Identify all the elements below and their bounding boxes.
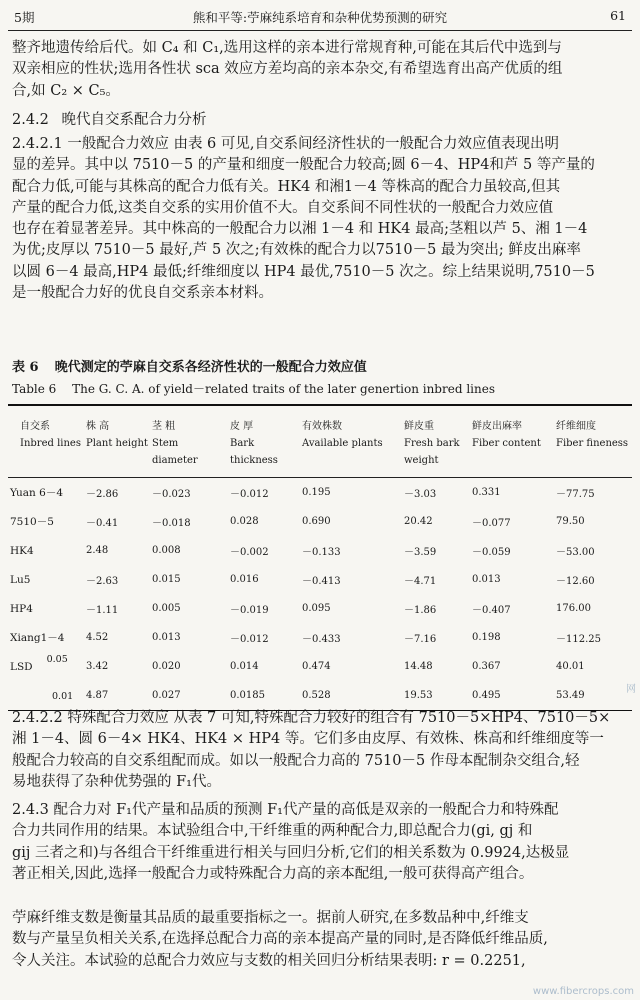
row-label: Lu5 — [10, 573, 31, 586]
text-line: gij 三者之和)与各组合干纤维重进行相关与回归分析,它们的相关系数为 0.9924,达极显 — [12, 844, 570, 861]
table-cell: －0.019 — [230, 605, 269, 616]
table-cell: －0.002 — [230, 547, 269, 558]
column-header: 皮 厚 Bark thickness — [230, 421, 278, 466]
significance-level: 0.01 — [52, 690, 74, 702]
table-cell: －112.25 — [556, 634, 601, 645]
table-cell: －0.018 — [152, 518, 191, 529]
text-line: 配合力低,可能与其株高的配合力低有关。HK4 和湘1－4 等株高的配合力虽较高,但其 — [12, 178, 561, 195]
column-header: 鲜皮出麻率 Fiber content — [472, 421, 541, 449]
table-cell: 0.690 — [302, 516, 331, 527]
text-line: 合力共同作用的结果。本试验组合中,干纤维重的两种配合力,即总配合力(gi, gj 和 — [12, 823, 533, 840]
table-title-en: The G. C. A. of yield－related traits of the later genertion inbred lines — [72, 382, 495, 396]
table-cell: －2.86 — [86, 489, 119, 500]
column-header: 茎 粗 Stem diameter — [152, 421, 198, 466]
table-row — [8, 681, 632, 711]
table-row — [8, 623, 632, 652]
running-title: 熊和平等:苧麻纯系培育和杂种优势预测的研究 — [192, 10, 448, 25]
text-line: 2.4.2.1 一般配合力效应 由表 6 可见,自交系间经济性状的一般配合力效应值表现出明 — [12, 136, 559, 152]
text-line: 双亲相应的性状;选用各性状 sca 效应方差均高的亲本杂交,有希望选育出高产优质的组 — [12, 61, 563, 78]
table-cell: 0.013 — [472, 574, 501, 585]
column-header: 株 高 Plant height — [86, 421, 148, 449]
table-cell: 0.015 — [152, 574, 181, 585]
table-cell: －0.059 — [472, 547, 511, 558]
table-cell: －77.75 — [556, 489, 595, 500]
row-label: Xiang1－4 — [10, 632, 65, 644]
table-cell: 0.016 — [230, 574, 259, 585]
table-cell: －1.86 — [404, 605, 437, 616]
table-cell: 79.50 — [556, 516, 585, 527]
section-heading-2-4-2 — [12, 108, 207, 129]
row-label: HP4 — [10, 602, 33, 615]
paragraph-2-4-2-2 — [12, 708, 630, 793]
text-line: 数与产量呈负相关关系,在选择总配合力高的亲本提高产量的同时,是否降低纤维品质, — [12, 931, 548, 948]
text-line: 也存在着显著差异。其中株高的一般配合力以湘 1－4 和 HK4 最高;茎粗以芦 5、湘 1－4 — [12, 221, 588, 238]
text-line: 2.4.3 配合力对 F₁代产量和品质的预测 F₁代产量的高低是双亲的一般配合力和特殊配 — [12, 802, 559, 818]
table-cell: 0.008 — [152, 545, 181, 556]
table-cell: 0.028 — [230, 516, 259, 527]
intro-paragraph — [12, 38, 630, 102]
text-line: 令人关注。本试验的总配合力效应与支数的相关回归分析结果表明: r = 0.2251, — [12, 952, 526, 969]
table-cell: 0.014 — [230, 661, 259, 672]
table-cell: 4.52 — [86, 632, 109, 643]
table-cell: 0.0185 — [230, 690, 265, 701]
table-header-row — [8, 412, 632, 478]
text-line: 般配合力较高的自交系组配而成。如以一般配合力高的 7510－5 作母本配制杂交组合,轻 — [12, 752, 580, 769]
table-cell: －53.00 — [556, 547, 595, 558]
significance-level: 0.05 — [46, 653, 68, 665]
table-row — [8, 536, 632, 565]
table-cell: 4.87 — [86, 690, 109, 701]
column-header: 自交系 Inbred lines — [20, 421, 81, 449]
table-cell: 2.48 — [86, 545, 109, 556]
column-header: 纤维细度 Fiber fineness — [556, 421, 629, 449]
table-cell: 14.48 — [404, 661, 433, 672]
text-line: 苧麻纤维支数是衡量其品质的最重要指标之一。据前人研究,在多数品种中,纤维支 — [12, 910, 529, 926]
table-cell: 0.528 — [302, 690, 331, 701]
table-cell: 53.49 — [556, 690, 585, 701]
text-line: 显的差异。其中以 7510－5 的产量和细度一般配合力较高;圆 6－4、HP4和芦 5 等产量的 — [12, 157, 595, 174]
table-cell: 40.01 — [556, 661, 585, 672]
table-caption-en — [12, 380, 495, 397]
text-line: 为优;皮厚以 7510－5 最好,芦 5 次之;有效株的配合力以7510－5 最为突出; 鲜皮出麻率 — [12, 242, 581, 259]
table-title: 晚代测定的苧麻自交系各经济性状的一般配合力效应值 — [54, 360, 367, 375]
row-label: LSD0.05 — [10, 653, 68, 673]
table-cell: 0.495 — [472, 690, 501, 701]
text-line: 整齐地遗传给后代。如 C₄ 和 C₁,选用这样的亲本进行常规育种,可能在其后代中选到与 — [12, 40, 562, 56]
table-cell: －3.03 — [404, 489, 437, 500]
table-cell: －3.59 — [404, 547, 437, 558]
table-cell: －12.60 — [556, 576, 595, 587]
paragraph-2-4-3 — [12, 800, 630, 885]
table-top-rule — [8, 404, 632, 406]
table-cell: 0.474 — [302, 661, 331, 672]
table-cell: 0.331 — [472, 487, 501, 498]
table-cell: －4.71 — [404, 576, 437, 587]
text-line: 2.4.2.2 特殊配合力效应 从表 7 可知,特殊配合力较好的组合有 7510－5×HP4、7510－5× — [12, 710, 611, 726]
table-cell: 3.42 — [86, 661, 109, 672]
running-header — [10, 6, 630, 28]
header-rule — [8, 30, 632, 31]
table-cell: －0.133 — [302, 547, 341, 558]
table-row — [8, 594, 632, 623]
text-line: 是一般配合力好的优良自交系亲本材料。 — [12, 285, 273, 302]
table-cell: 20.42 — [404, 516, 433, 527]
table-cell: －0.012 — [230, 634, 269, 645]
table-cell: 0.095 — [302, 603, 331, 614]
text-line: 著正相关,因此,选择一般配合力或特殊配合力高的亲本配组,一般可获得高产组合。 — [12, 865, 534, 882]
row-label: HK4 — [10, 544, 34, 557]
column-header: 鲜皮重 Fresh bark weight — [404, 421, 460, 466]
section-number: 2.4.2 — [12, 112, 49, 128]
table-cell: －7.16 — [404, 634, 437, 645]
issue-number: 5期 — [14, 10, 35, 25]
table-cell: －0.413 — [302, 576, 341, 587]
table-row — [8, 507, 632, 536]
watermark-text: www.fibercrops.com — [532, 986, 634, 997]
table-label: 表 6 — [12, 360, 39, 375]
table-cell: －1.11 — [86, 605, 119, 616]
text-line: 易地获得了杂种优势强的 F₁代。 — [12, 773, 221, 790]
table-6 — [8, 412, 632, 711]
table-cell: －0.023 — [152, 489, 191, 500]
paragraph-fiber-count — [12, 908, 630, 972]
table-cell: 176.00 — [556, 603, 591, 614]
row-label — [8, 681, 84, 711]
page-number: 61 — [610, 8, 626, 23]
watermark-mark: 网 — [626, 684, 636, 695]
text-line: 合,如 C₂ × C₅。 — [12, 82, 120, 99]
table-cell: 0.020 — [152, 661, 181, 672]
table-cell: －0.077 — [472, 518, 511, 529]
table-label-en: Table 6 — [12, 382, 57, 396]
row-label: Yuan 6－4 — [10, 487, 64, 499]
paragraph-2-4-2-1 — [12, 134, 630, 304]
table-cell: 0.198 — [472, 632, 501, 643]
table-cell: 19.53 — [404, 690, 433, 701]
section-title: 晚代自交系配合力分析 — [61, 112, 207, 128]
table-cell: 0.195 — [302, 487, 331, 498]
row-label: 7510－5 — [10, 516, 54, 528]
table-cell: 0.027 — [152, 690, 181, 701]
text-line: 以圆 6－4 最高,HP4 最低;纤维细度以 HP4 最优,7510－5 次之。综上结果说明,7510－5 — [12, 263, 595, 280]
table-caption-cn — [12, 356, 367, 375]
table-cell: 0.367 — [472, 661, 501, 672]
table-row — [8, 652, 632, 681]
table-cell: －0.433 — [302, 634, 341, 645]
table-row — [8, 565, 632, 594]
text-line: 产量的配合力低,这类自交系的实用价值不大。自交系间不同性状的一般配合力效应值 — [12, 199, 554, 216]
text-line: 湘 1－4、圆 6－4× HK4、HK4 × HP4 等。它们多由皮厚、有效株、株高和纤维细度等一 — [12, 731, 604, 748]
table-cell: －0.41 — [86, 518, 119, 529]
table-cell: －2.63 — [86, 576, 119, 587]
table-cell: －0.407 — [472, 605, 511, 616]
column-header: 有效株数 Available plants — [302, 421, 383, 449]
table-cell: －0.012 — [230, 489, 269, 500]
table-row — [8, 478, 632, 508]
table-cell: 0.013 — [152, 632, 181, 643]
table-cell: 0.005 — [152, 603, 181, 614]
